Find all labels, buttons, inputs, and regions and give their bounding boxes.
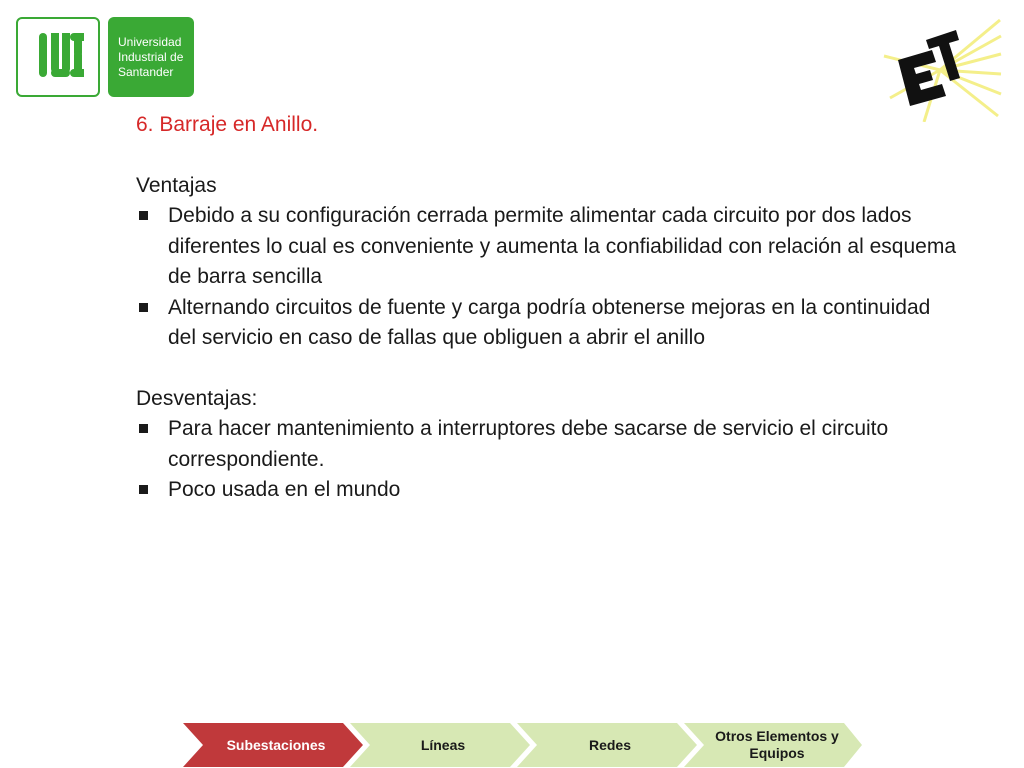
advantages-heading: Ventajas	[136, 173, 217, 197]
list-item: Para hacer mantenimiento a interruptores debe sacarse de servicio el circuito correspondiente.	[136, 414, 956, 475]
uis-logo	[16, 17, 196, 101]
nav-tab-redes[interactable]: Redes	[588, 736, 632, 753]
uis-mark-icon	[16, 17, 100, 97]
nav-tab-lineas[interactable]: Líneas	[420, 736, 466, 753]
bottom-nav	[183, 723, 863, 767]
university-name-line: Universidad	[118, 34, 182, 49]
list-item: Poco usada en el mundo	[136, 475, 956, 506]
et-logo-icon	[880, 18, 1002, 122]
nav-tab-subestaciones[interactable]: Subestaciones	[226, 736, 326, 753]
disadvantages-heading: Desventajas:	[136, 386, 258, 410]
university-name-line: Industrial de	[118, 49, 184, 64]
university-name	[108, 17, 194, 97]
university-name-line: Santander	[118, 64, 174, 79]
list-item: Debido a su configuración cerrada permite alimentar cada circuito por dos lados diferentes lo cual es conveniente y aumenta la confiabilidad con relación al esquema de barra sencilla	[136, 201, 956, 293]
advantages-list	[136, 201, 956, 354]
nav-tab-otros[interactable]: Otros Elementos y Equipos	[715, 728, 839, 761]
list-item: Alternando circuitos de fuente y carga podría obtenerse mejoras en la continuidad del servicio en caso de fallas que obliguen a abrir el anillo	[136, 293, 956, 354]
disadvantages-list	[136, 414, 956, 506]
slide-content	[136, 110, 956, 506]
slide-title: 6. Barraje en Anillo.	[136, 113, 319, 136]
